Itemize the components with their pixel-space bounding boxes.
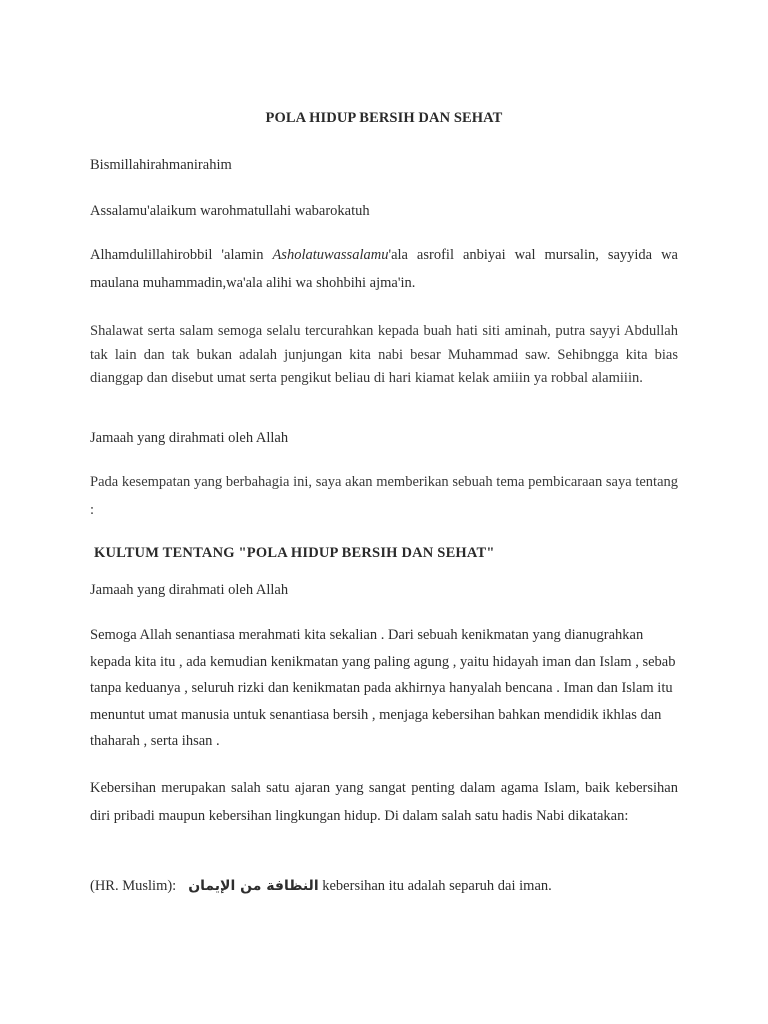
kultum-heading: KULTUM TENTANG "POLA HIDUP BERSIH DAN SEHAT": [94, 545, 495, 561]
basmalah-line: Bismillahirahmanirahim: [90, 157, 232, 173]
hadith-translation: kebersihan itu adalah separuh dai iman.: [318, 878, 552, 894]
opening-text-2: 'ala asrofil anbiyai wal mursalin, sayyida wa maulana muhammadin,wa'ala alihi wa shohbihi ajma'in.: [90, 247, 678, 291]
body-paragraph-2: Kebersihan merupakan salah satu ajaran yang sangat penting dalam agama Islam, baik kebersihan diri pribadi maupun kebersihan lingkungan hidup. Di dalam salah satu hadis Nabi dikatakan:: [90, 780, 678, 824]
address-line-1: Jamaah yang dirahmati oleh Allah: [90, 430, 289, 446]
greeting-line: Assalamu'alaikum warohmatullahi wabarokatuh: [90, 203, 370, 219]
opening-italic: Asholatuwassalamu: [272, 247, 389, 263]
opening-text-1: Alhamdulillahirobbil 'alamin: [90, 247, 273, 263]
hadith-arabic: النظافة من الإيمان: [188, 878, 319, 894]
document-title: POLA HIDUP BERSIH DAN SEHAT: [265, 110, 503, 126]
opening-paragraph: [90, 241, 678, 297]
address-line-2: Jamaah yang dirahmati oleh Allah: [90, 582, 289, 598]
body-paragraph-1: Semoga Allah senantiasa merahmati kita sekalian . Dari sebuah kenikmatan yang dianugrahkan kepada kita itu , ada kemudian kenikmatan yang paling agung , yaitu hidayah iman dan Islam , sebab tanpa keduanya , seluruh rizki dan kenikmatan pada akhirnya hanyalah bencana . Iman dan Islam itu menuntut umat manusia untuk senantiasa bersih , menjaga kebersihan bahkan mendidik ikhlas dan thaharah , serta ihsan .: [90, 627, 676, 749]
hadith-source: (HR. Muslim):: [90, 878, 177, 894]
document-page: [90, 0, 678, 1024]
intro-paragraph: Pada kesempatan yang berbahagia ini, saya akan memberikan sebuah tema pembicaraan saya tentang :: [90, 474, 678, 518]
hadith-line: [90, 872, 678, 900]
shalawat-paragraph: Shalawat serta salam semoga selalu tercurahkan kepada buah hati siti aminah, putra sayyi Abdullah tak lain dan tak bukan adalah junjungan kita nabi besar Muhammad saw. Sehibngga kita bias dianggap dan disebut umat serta pengikut beliau di hari kiamat kelak amiiin ya robbal alamiiin.: [90, 323, 678, 386]
